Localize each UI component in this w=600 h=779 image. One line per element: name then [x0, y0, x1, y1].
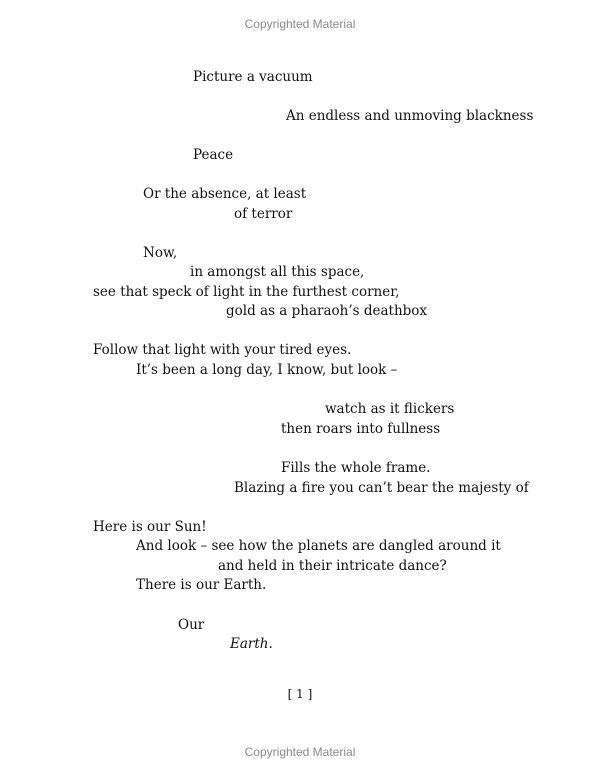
- poem-line: Blazing a fire you can’t bear the majesty of: [234, 480, 529, 496]
- poem-line: An endless and unmoving blackness: [286, 108, 534, 124]
- poem-line: see that speck of light in the furthest corner,: [93, 284, 400, 300]
- poem-line: And look – see how the planets are dangled around it: [136, 538, 501, 554]
- poem-line: Our: [178, 617, 205, 633]
- copyright-watermark-bottom: Copyrighted Material: [244, 745, 356, 759]
- poem-line: It’s been a long day, I know, but look –: [136, 362, 398, 378]
- poem-line: of terror: [234, 206, 293, 222]
- poem-line-period: .: [268, 636, 273, 652]
- poem-line: There is our Earth.: [136, 577, 267, 593]
- poem-line: then roars into fullness: [281, 421, 441, 437]
- poem-line: Or the absence, at least: [143, 186, 307, 202]
- poem-line-emphasis: [230, 636, 273, 652]
- copyright-watermark-top: Copyrighted Material: [244, 17, 356, 31]
- page-number: [ 1 ]: [287, 687, 313, 701]
- poem-line: Picture a vacuum: [193, 69, 313, 85]
- poem-line: Here is our Sun!: [93, 519, 207, 535]
- poem-line: Peace: [193, 147, 234, 163]
- poem-line: gold as a pharaoh’s deathbox: [226, 303, 428, 319]
- poem-line: Follow that light with your tired eyes.: [93, 342, 352, 358]
- poem-line: watch as it flickers: [325, 401, 455, 417]
- poem-line: Now,: [143, 245, 178, 261]
- poem-line: Fills the whole frame.: [281, 460, 431, 476]
- poem-line: in amongst all this space,: [190, 264, 365, 280]
- emphasized-word: Earth: [230, 636, 269, 652]
- poem-line: and held in their intricate dance?: [218, 558, 447, 574]
